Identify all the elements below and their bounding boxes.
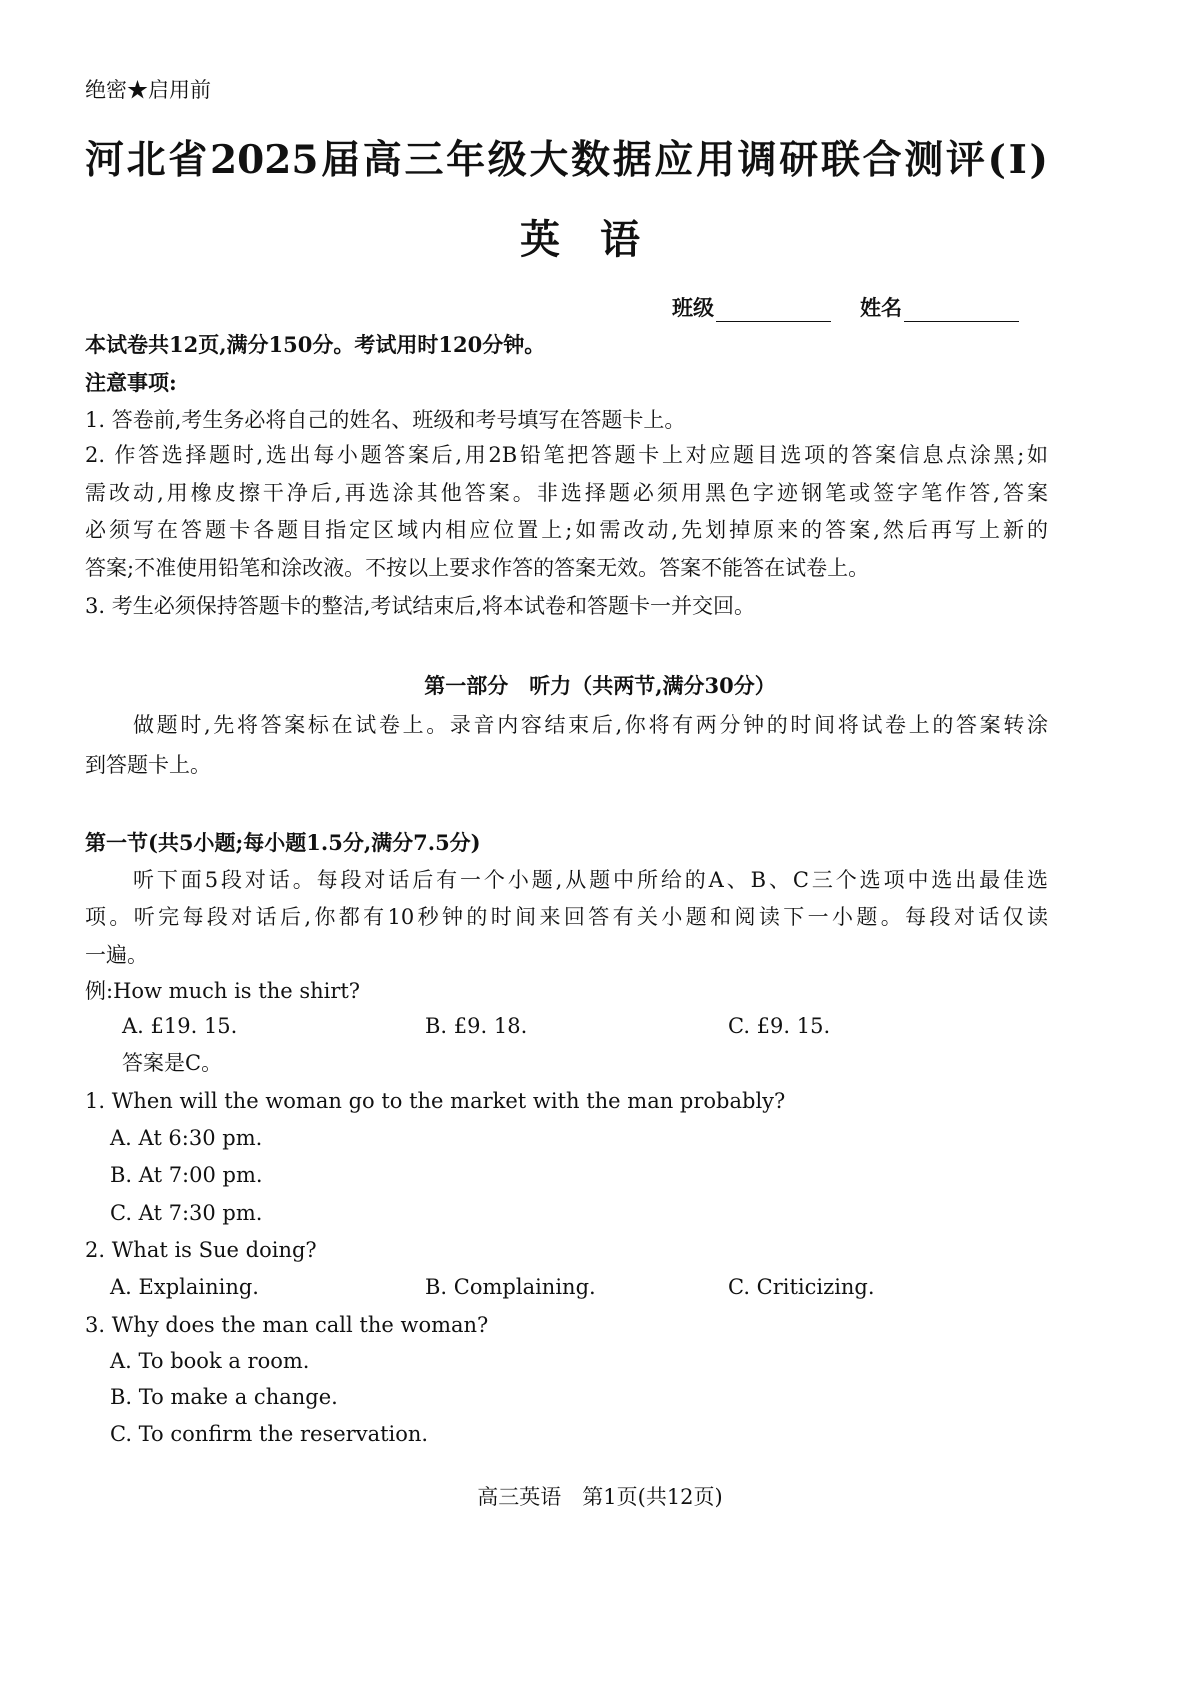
- subject-title: 英语: [520, 216, 680, 263]
- part1-heading: 第一部分 听力（共两节,满分30分）: [424, 673, 776, 698]
- name-field[interactable]: [860, 294, 1019, 322]
- name-label: 姓名: [860, 295, 902, 320]
- class-field[interactable]: [672, 294, 831, 322]
- note-line: 答案;不准使用铅笔和涂改液。不按以上要求作答的答案无效。答案不能答在试卷上。: [85, 556, 870, 580]
- page-footer: 高三英语 第1页(共12页): [477, 1485, 723, 1509]
- section1-intro: 项。听完每段对话后,你都有10秒钟的时间来回答有关小题和阅读下一小题。每段对话仅读: [85, 905, 1048, 929]
- option: A. At 6:30 pm.: [110, 1126, 263, 1150]
- section1-heading: 第一节(共5小题;每小题1.5分,满分7.5分): [85, 830, 481, 855]
- exam-info: 本试卷共12页,满分150分。考试用时120分钟。: [85, 332, 546, 357]
- note-line: 3. 考生必须保持答题卡的整洁,考试结束后,将本试卷和答题卡一并交回。: [85, 594, 756, 618]
- part1-intro: 做题时,先将答案标在试卷上。录音内容结束后,你将有两分钟的时间将试卷上的答案转涂: [133, 713, 1048, 737]
- option: C. At 7:30 pm.: [110, 1201, 263, 1225]
- example-answer: 答案是C。: [122, 1051, 223, 1075]
- example-option: B. £9. 18.: [425, 1014, 528, 1038]
- option: B. To make a change.: [110, 1385, 338, 1409]
- option: A. To book a room.: [110, 1349, 310, 1373]
- name-blank[interactable]: [904, 301, 1019, 322]
- question-1: 1. When will the woman go to the market with the man probably?: [85, 1089, 786, 1113]
- confidential-label: 绝密★启用前: [85, 78, 211, 102]
- note-line: 2. 作答选择题时,选出每小题答案后,用2B铅笔把答题卡上对应题目选项的答案信息点涂黑;如: [85, 443, 1048, 467]
- option: B. At 7:00 pm.: [110, 1163, 263, 1187]
- note-line: 必须写在答题卡各题目指定区域内相应位置上;如需改动,先划掉原来的答案,然后再写上新的: [85, 518, 1048, 542]
- question-3: 3. Why does the man call the woman?: [85, 1313, 489, 1337]
- option: A. Explaining.: [110, 1275, 259, 1299]
- question-2: 2. What is Sue doing?: [85, 1238, 317, 1262]
- example-question: 例:How much is the shirt?: [85, 979, 361, 1003]
- option: B. Complaining.: [425, 1275, 596, 1299]
- part1-intro: 到答题卡上。: [85, 753, 211, 777]
- option: C. Criticizing.: [728, 1275, 875, 1299]
- notes-heading: 注意事项:: [85, 370, 177, 395]
- section1-intro: 听下面5段对话。每段对话后有一个小题,从题中所给的A、B、C三个选项中选出最佳选: [133, 868, 1048, 892]
- exam-title: 河北省2025届高三年级大数据应用调研联合测评(Ⅰ): [85, 137, 1048, 183]
- example-option: C. £9. 15.: [728, 1014, 831, 1038]
- note-line: 需改动,用橡皮擦干净后,再选涂其他答案。非选择题必须用黑色字迹钢笔或签字笔作答,答案: [85, 481, 1048, 505]
- section1-intro: 一遍。: [85, 943, 148, 967]
- class-label: 班级: [672, 295, 714, 320]
- example-option: A. £19. 15.: [122, 1014, 238, 1038]
- note-line: 1. 答卷前,考生务必将自己的姓名、班级和考号填写在答题卡上。: [85, 408, 686, 432]
- class-blank[interactable]: [716, 301, 831, 322]
- option: C. To confirm the reservation.: [110, 1422, 429, 1446]
